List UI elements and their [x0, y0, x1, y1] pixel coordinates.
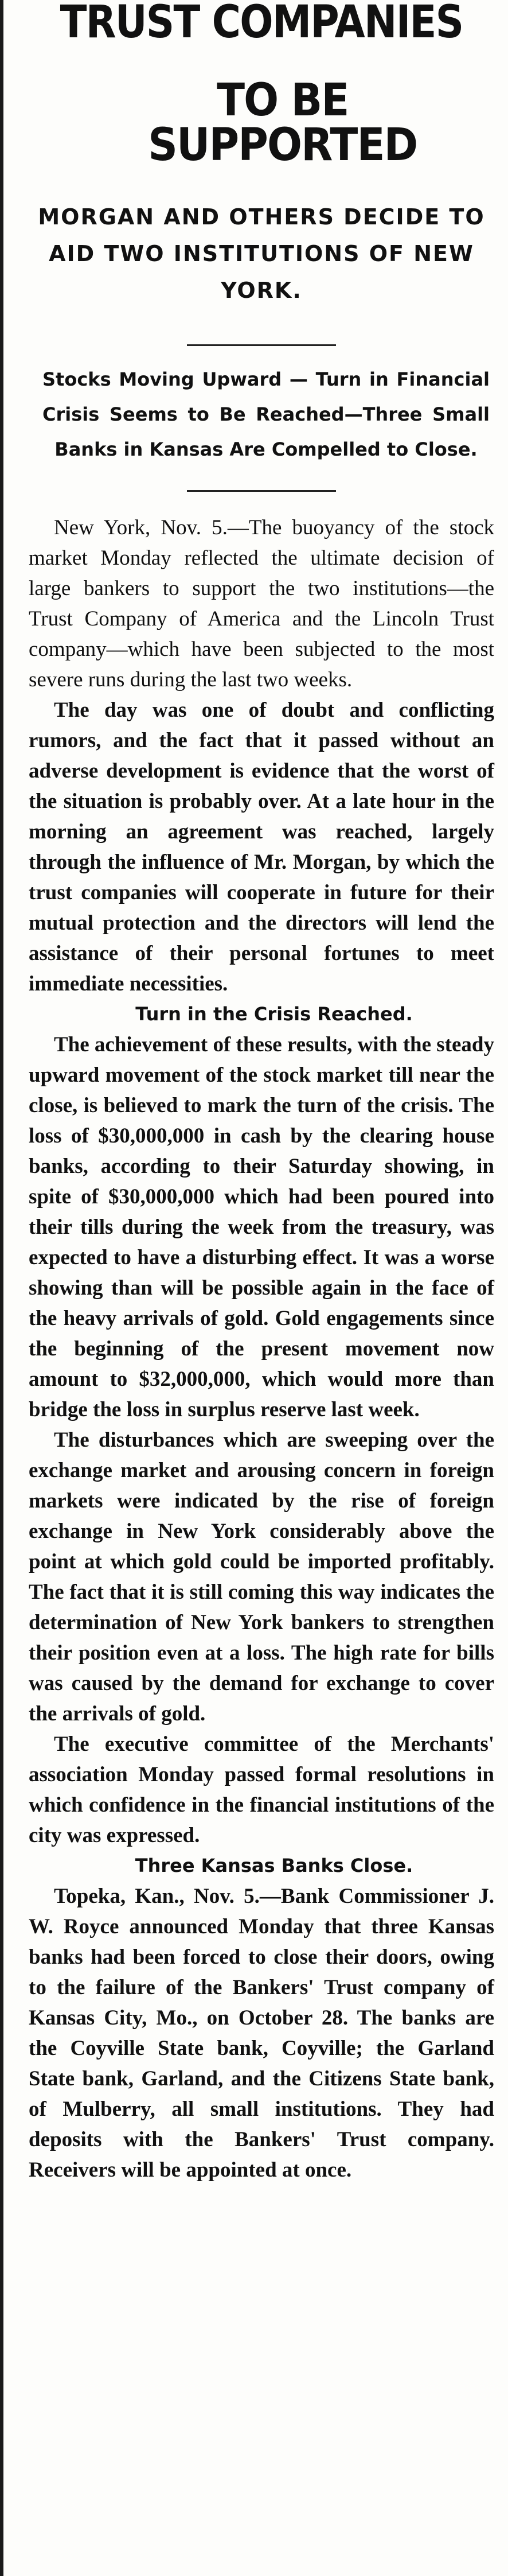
deck-primary: MORGAN AND OTHERS DECIDE TO AID TWO INSTITUTIONS OF NEW YORK.: [38, 204, 485, 303]
body-divider: [187, 490, 336, 492]
column-rule: [0, 0, 3, 2576]
paragraph-3: The achievement of these results, with the steady upward movement of the stock market till near the close, is believed to mark the turn of the crisis. The loss of $30,000,000 in cash by the clearing house banks, according to their Saturday showing, in spite of $30,000,000 which had been poured into their tills during the week from the treasury, was expected to have a disturbing effect. It was a worse showing than will be possible again in the face of the heavy arrivals of gold. Gold engagements since the beginning of the present movement now amount to $32,000,000, which would more than bridge the loss in surplus reserve last week.: [29, 1033, 495, 1421]
deck-secondary: Stocks Moving Upward — Turn in Financial Crisis Seems to Be Reached—Three Small Banks in Kansas Are Compelled to Close.: [42, 368, 490, 460]
paragraph-1: New York, Nov. 5.—The buoyancy of the stock market Monday reflected the ultimate decision of large bankers to support the two institutions—the Trust Company of America and the Lincoln Trust company—which have been subjected to the most severe runs during the last two weeks.: [29, 516, 494, 691]
paragraph-2: The day was one of doubt and conflicting rumors, and the fact that it passed without an adverse development is evidence that the worst of the situation is probably over. At a late hour in the morning an agreement was reached, largely through the influence of Mr. Morgan, by which the trust companies will cooperate in future for their mutual protection and the directors will lend the assistance of their personal fortunes to meet immediate necessities.: [29, 698, 494, 996]
paragraph-5: The executive committee of the Merchants' association Monday passed formal resolutions in which confidence in the financial institutions of the city was expressed.: [29, 1732, 494, 1847]
article-body: [29, 512, 494, 2185]
subhead-kansas: Three Kansas Banks Close.: [135, 1855, 413, 1876]
headline-line-2: TO BE SUPPORTED: [148, 75, 417, 171]
deck-divider: [187, 344, 336, 346]
subhead-crisis: Turn in the Crisis Reached.: [135, 1003, 413, 1025]
paragraph-4: The disturbances which are sweeping over the exchange market and arousing concern in foreign markets were indicated by the rise of foreign exchange in New York considerably above the point at which gold could be imported profitably. The fact that it is still coming this way indicates the determination of New York bankers to strengthen their position even at a loss. The high rate for bills was caused by the demand for exchange to cover the arrivals of gold.: [29, 1428, 494, 1726]
paragraph-6: Topeka, Kan., Nov. 5.—Bank Commissioner J. W. Royce announced Monday that three Kansas banks had been forced to close their doors, owing to the failure of the Bankers' Trust company of Kansas City, Mo., on October 28. The banks are the Coyville State bank, Coyville; the Garland State bank, Garland, and the Citizens State bank, of Mulberry, all small institutions. They had deposits with the Bankers' Trust company. Receivers will be appointed at once.: [29, 1885, 494, 2182]
headline-line-1: TRUST COMPANIES: [60, 0, 463, 48]
article-column: [29, 0, 494, 2185]
headline: [29, 0, 494, 171]
